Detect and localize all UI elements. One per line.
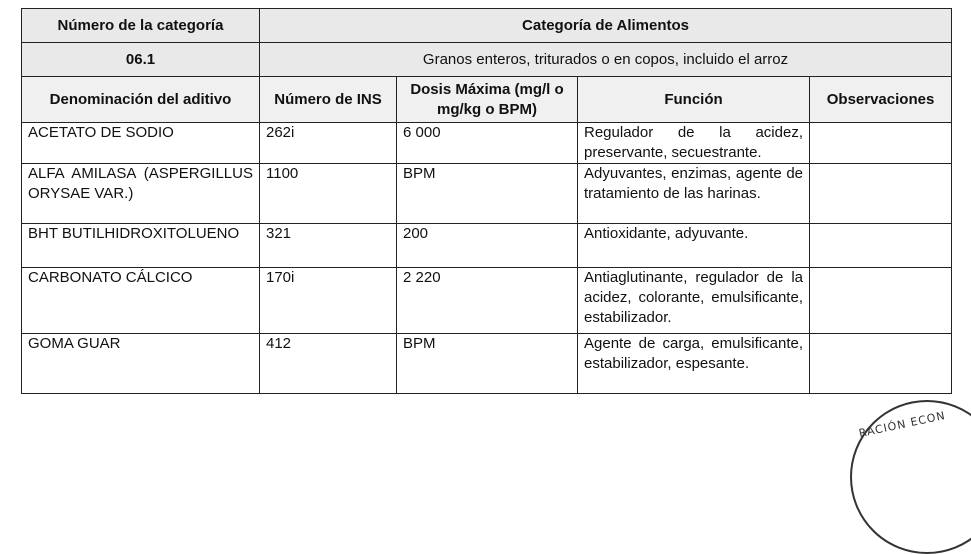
additive-name: GOMA GUAR: [22, 334, 260, 394]
observations-cell: [810, 334, 952, 394]
additive-name: ACETATO DE SODIO: [22, 123, 260, 164]
category-number: 06.1: [22, 43, 260, 77]
max-dose: BPM: [397, 164, 578, 224]
observations-cell: [810, 224, 952, 268]
table-row: [22, 334, 952, 394]
ins-number: 170i: [260, 268, 397, 334]
table-row: [22, 224, 952, 268]
additives-table: [21, 8, 952, 394]
max-dose: 2 220: [397, 268, 578, 334]
table-row: [22, 123, 952, 164]
column-header-ins: Número de INS: [260, 77, 397, 123]
additive-name: ALFA AMILASA (ASPERGILLUS ORYSAE VAR.): [22, 164, 260, 224]
function-text: Antiaglutinante, regulador de la acidez, colorante, emulsificante, estabilizador.: [578, 268, 810, 334]
additive-name: CARBONATO CÁLCICO: [22, 268, 260, 334]
category-number-label: Número de la categoría: [22, 9, 260, 43]
max-dose: BPM: [397, 334, 578, 394]
max-dose: 200: [397, 224, 578, 268]
column-header-observations: Observaciones: [810, 77, 952, 123]
function-text: Regulador de la acidez, preservante, secuestrante.: [578, 123, 810, 164]
column-header-dose: Dosis Máxima (mg/l o mg/kg o BPM): [397, 77, 578, 123]
ins-number: 321: [260, 224, 397, 268]
max-dose: 6 000: [397, 123, 578, 164]
column-header-additive: Denominación del aditivo: [22, 77, 260, 123]
observations-cell: [810, 123, 952, 164]
table-row: [22, 268, 952, 334]
food-category-label: Categoría de Alimentos: [260, 9, 952, 43]
ins-number: 1100: [260, 164, 397, 224]
category-name: Granos enteros, triturados o en copos, incluido el arroz: [260, 43, 952, 77]
observations-cell: [810, 268, 952, 334]
function-text: Agente de carga, emulsificante, estabilizador, espesante.: [578, 334, 810, 394]
table-row: [22, 164, 952, 224]
column-header-function: Función: [578, 77, 810, 123]
stamp-text: RACIÓN ECON: [857, 408, 947, 441]
function-text: Antioxidante, adyuvante.: [578, 224, 810, 268]
additive-name: BHT BUTILHIDROXITOLUENO: [22, 224, 260, 268]
ins-number: 412: [260, 334, 397, 394]
observations-cell: [810, 164, 952, 224]
ins-number: 262i: [260, 123, 397, 164]
function-text: Adyuvantes, enzimas, agente de tratamiento de las harinas.: [578, 164, 810, 224]
